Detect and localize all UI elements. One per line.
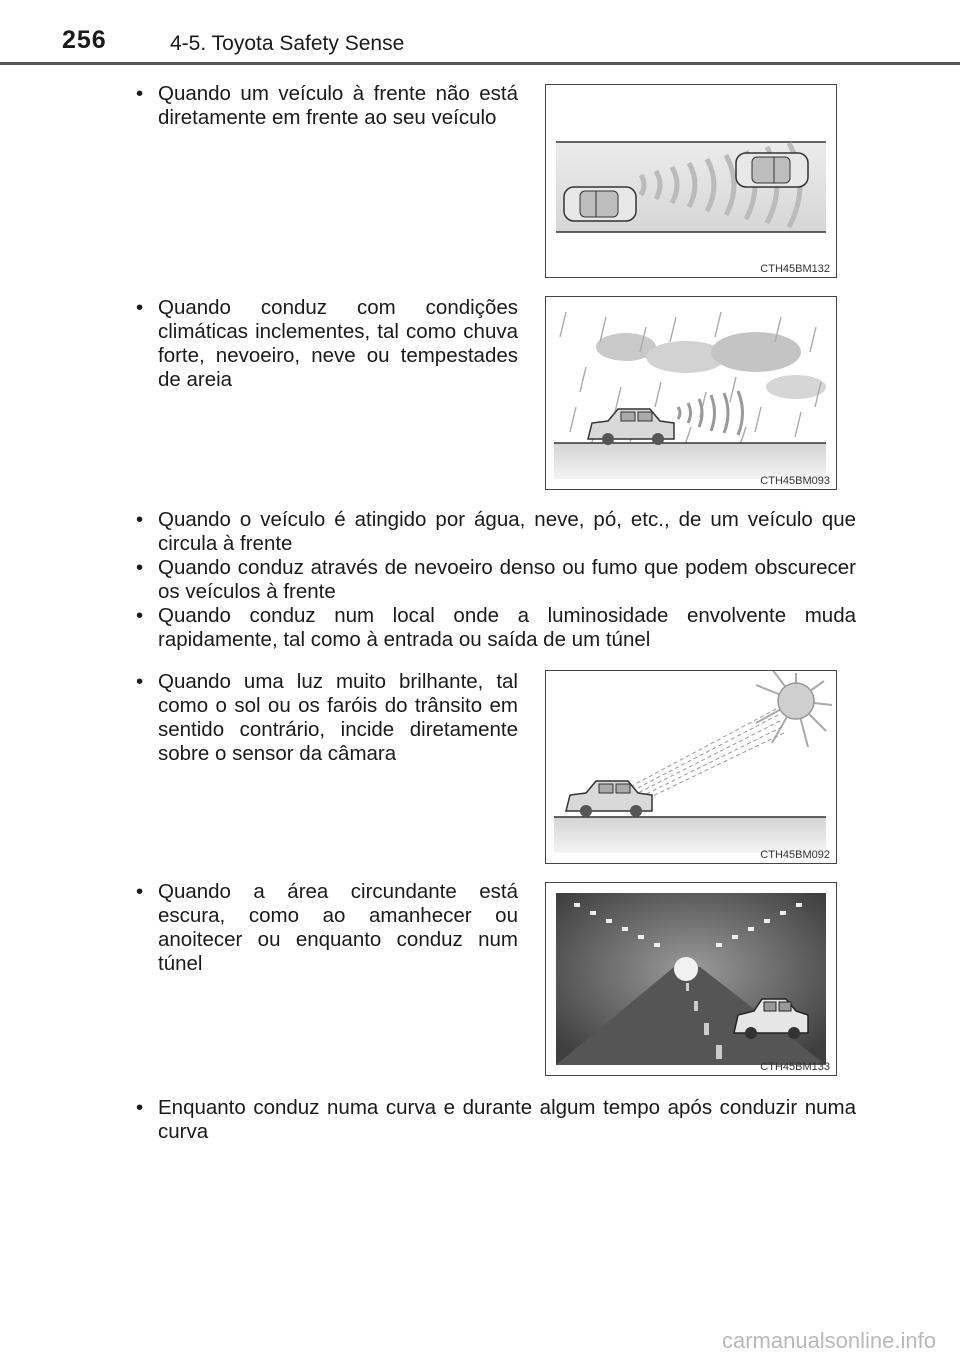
figure-bright-sun	[545, 670, 837, 864]
page-header	[0, 0, 960, 70]
bullet-curve: • Enquanto conduz numa curva e durante algum tempo após conduzir numa curva	[158, 1096, 856, 1144]
bullet-bad-weather: • Quando conduz com condições climáticas inclementes, tal como chuva forte, nevoeiro, neve ou tempestades de areia	[158, 296, 518, 392]
figure-dark-tunnel	[545, 882, 837, 1076]
bullet-offset-vehicle: • Quando um veículo à frente não está diretamente em frente ao seu veículo	[158, 82, 518, 130]
bright-sun-illustration	[546, 671, 836, 863]
section-title: 4-5. Toyota Safety Sense	[170, 32, 405, 55]
bullet-dark-surroundings: • Quando a área circundante está escura, como ao amanhecer ou anoitecer ou enquanto conduz num túnel	[158, 880, 518, 976]
figure-rain-weather	[545, 296, 837, 490]
figure-code: CTH45BM093	[760, 475, 830, 487]
bullet-brightness-change: • Quando conduz num local onde a luminosidade envolvente muda rapidamente, tal como à entrada ou saída de um túnel	[158, 604, 856, 652]
bullet-dense-fog: • Quando conduz através de nevoeiro denso ou fumo que podem obscurecer os veículos à frente	[158, 556, 856, 604]
bullet-splashed-vehicle: • Quando o veículo é atingido por água, neve, pó, etc., de um veículo que circula à frente	[158, 508, 856, 556]
dark-tunnel-illustration	[546, 883, 836, 1075]
header-divider	[0, 62, 960, 65]
figure-code: CTH45BM132	[760, 263, 830, 275]
figure-code: CTH45BM133	[760, 1061, 830, 1073]
bullet-bright-light: • Quando uma luz muito brilhante, tal como o sol ou os faróis do trânsito em sentido contrário, incide diretamente sobre o sensor da câmara	[158, 670, 518, 766]
watermark: carmanualsonline.info	[721, 1328, 936, 1353]
offset-vehicle-illustration	[546, 85, 836, 277]
figure-code: CTH45BM092	[760, 849, 830, 861]
page-number: 256	[62, 26, 107, 54]
figure-offset-vehicle	[545, 84, 837, 278]
rain-weather-illustration	[546, 297, 836, 489]
